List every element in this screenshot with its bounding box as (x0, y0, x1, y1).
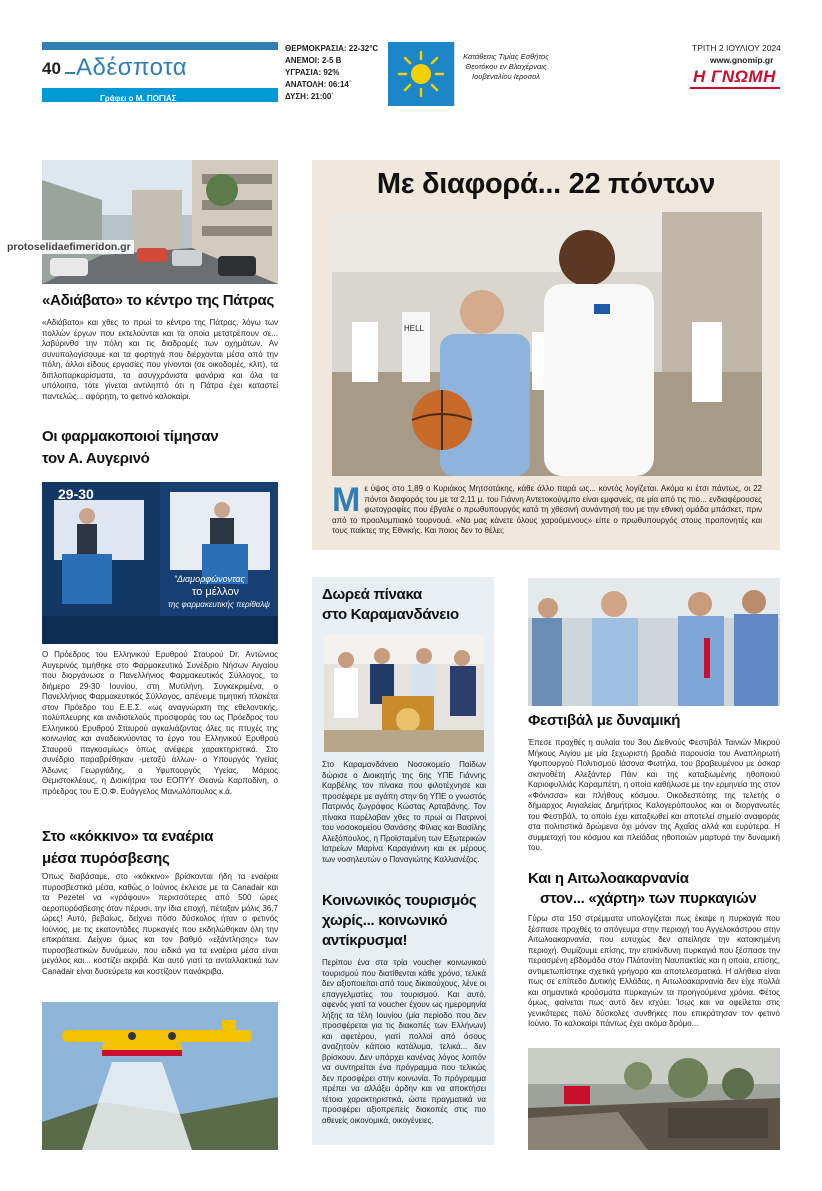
painting-donation-photo (324, 634, 484, 752)
weather-temperature: ΘΕΡΜΟΚΡΑΣΙΑ: 22-32°C (285, 44, 379, 53)
section-dash (65, 72, 75, 74)
weather-box (283, 42, 387, 106)
pharma-body: Ο Πρόεδρος του Ελληνικού Ερυθρού Σταυρού Dr. Αντώνιος Αυγερινός τιμήθηκε στο Φαρμακευτικό Συνέδριο Νήσων Αιγαίου που διοργάνωσε ο Πανελλήνιος Φαρμακευτικός Σύλλογος, το διήμερο 29-30 Ιουνίου, στη Μυτιλήνη. Συγκεκριμένα, ο Πανελλήνιος Φαρμακευτικός Σύλλογος, απένειμε τιμητική πλακέτα στον Πρόεδρο του Ε.Ε.Σ. «ως αναγνώριση της εθελοντικής, πολύπλευρης και ανιδιοτελούς προσφοράς του ως Πρόεδρος του Ελληνικού Ερυθρού Σταυρού αγκαλιάζοντας όλες τις πτυχές της κοινωνίας και αναδεικνύοντας το έργο του Ελληνικού Ερυθρού Σταυρού παγκοσμίως» όπως ανέφερε χαρακτηριστικά. Στο συνέδριο παραβρέθηκαν -μεταξύ άλλων- ο Υπουργός Υγείας Άδωνις Γεωργιάδης, ο Υφυπουργός Υγείας, Μάριος Θεμιστοκλέους, η Διοικήτρια του ΕΟΠΥΥ Θεανώ Καρποδίνη, ο πρόεδρος του Ε.Ο.Φ. Ευάγγελος Μανωλόπουλος κ.ά. (42, 650, 278, 796)
pharma-photo-caption-2: το μέλλον (192, 586, 240, 598)
patra-title: «Αδιάβατο» το κέντρο της Πάτρας (42, 292, 274, 309)
aitoloakarnania-title-line1: Και η Αιτωλοακαρνανία (528, 870, 689, 887)
main-feature-text (332, 481, 762, 537)
main-dropcap: Μ (332, 481, 361, 519)
header-right-rule (690, 87, 780, 89)
pharma-photo-date: 29-30 (58, 486, 94, 502)
patra-body: «Αδιάβατο» και χθες το πρωί το κέντρο της Πάτρας, λόγω των πολλών έργων που εκτελούνται και τα οποία μετατρέπουν σε... λαβύρινθο την πόλη και τις διαδρομές των οχημάτων. Αν συνυπολογίσουμε και τα φορτηγά που διέρχονται μέσα από την πόλη, άλλοι είδους εργασίες που γίνονται (σε οικοδομές, κλπ), τα διπλοπαρκαρίσματα, τα ασυγχρόνιστα φανάρια και όλα τα υπόλοιπα, τότε γίνεται αντιληπτό ότι η Πάτρα έχει καταστεί παντελώς... αφόρητη, το φετινό καλοκαίρι. (42, 318, 278, 401)
weather-winds: ΑΝΕΜΟΙ: 2-5 Β (285, 56, 342, 65)
pharma-title-line1: Οι φαρμακοποιοί τίμησαν (42, 428, 219, 445)
pharma-title-line2: τον Α. Αυγερινό (42, 450, 150, 467)
canadair-title-line2: μέσα πυρόσβεσης (42, 850, 170, 867)
weather-icon-panel (388, 42, 454, 106)
festival-body: Έπεσε προχθές η αυλαία του 3ου Διεθνούς Φεστιβάλ Ταινιών Μικρού Μήκους Αιγίου με μία ξεχωριστή βραδιά παρουσία του Αναπληρωτή Υφυπουργού Πολιτισμού Ιάσονα Φωτήλα, του βραβευμένου με όσκαρ σκηνοθέτη Αλεξάντερ Πάιν και της καταξιωμένης ηθοποιού Καριοφυλλιάς Καραμπέτη, η οποία καθήλωσε με την ερμηνεία της στον «Φόνισσα» και πλήθους κόσμου. Οικοδεσπότης της τελετής ο δήμαρχος Αιγιαλείας Δημήτριος Καλογερόπουλος και οι διοργανωτές του Φεστιβάλ, το οποίο έχει καταξιωθεί και αποτελεί σημείο αναφοράς στα πολιτιστικά δρώμενα όχι μόνον της Αχαΐας αλλά και ευρύτερα. Η συμμετοχή του κόσμου και πλειάδας ηθοποιών μαρτυρά την δυναμική του. (528, 738, 780, 852)
karamandaneio-title-line1: Δωρεά πίνακα (322, 586, 422, 603)
page-number: 40 (42, 59, 61, 78)
watermark: protoselidaefimeridon.gr (4, 240, 134, 254)
sun-icon (388, 42, 454, 106)
website-link[interactable]: www.gnomip.gr (710, 55, 774, 65)
main-feature-body: ε ύψος στο 1,89 ο Κυριάκος Μητσοτάκης, κάθε άλλο παρά ως... κοντός λογίζεται. Ακόμα κι έτσι πάντως, οι 22 πόντοι διαφοράς του με τα 2,11 μ. του Γιάννη Αντετοκούνμπο είναι εμφανείς, σε μία από τις πιο... ενδιαφέρουσες φωτογραφίες που έβγαλε ο πρωθυπουργός κατά τη χθεσινή συνάντησή του με την εθνική ομάδα μπάσκετ, πριν από το προολυμπιακό τουρνουά. «Να μας κάνετε όλους χαρούμενους» είπε ο πρωθυπουργός στους προπονητές και τους παίκτες της Εθνικής. Και ποιος δεν το θέλει; (332, 484, 762, 535)
aitoloakarnania-body: Γύρω στα 150 στρέμματα υπολογίζεται πως έκαψε η πυρκαγιά που ξέσπασε προχθές το απόγευμα στην περιοχή του Αγγελοκάστρου στην Αιτωλοακαρνανία, που ευτυχώς δεν απείλησε την κατοικημένη περιοχή. Θυμίζουμε επίσης, την επικίνδυνη πυρκαγιά που ξέσπασε την περασμένη εβδομάδα στον Πλάτανίτη Ναυπακτίας και η οποία, επίσης, αντιμετωπίστηκε σχετικά γρήγορα και αποτελεσματικά. Η αλήθεια είναι πως σε επίπεδο Δυτικής Ελλάδας, η Αιτωλοακαρνανία δεν είχε πολλά και σημαντικά κρούσματα πυρκαγιών τα προηγούμενα χρόνια. Φέτος όμως, φαίνεται πως αυτό δεν ισχύει. Ίσως και να οφείλεται στις γενικότερες πολύ δύσκολες συνθήκες που επικράτησαν τον φετινό Ιούνιο. Το καλοκαίρι πάντως έχει ακόμα δρόμο... (528, 914, 780, 1028)
wildfire-photo (528, 1048, 780, 1150)
pm-antetokounmpo-photo (332, 212, 762, 476)
weather-sunset: ΔΥΣΗ: 21:00΄ (285, 92, 334, 101)
karamandaneio-body: Στο Καραμανδάνειο Νοσοκομείο Παίδων δώρισε ο Διοικητής της 6ης ΥΠΕ Γιάννης Καρβέλης τον πίνακα που φιλοτέχνησε και προσέφερε με αγάπη στην 6η ΥΠΕ ο γνωστός Πατρινός ζωγράφος Κώστας Αρταβάνης. Τον πίνακα παρέλαβαν χθες το πρωί οι Πατρινοί του νοσοκομείου Θανάσης Φίλιας και Βασίλης Αλεξόπουλος, η Προϊσταμένη των Εξωτερικών Ιατρείων Μαρίνα Καραγιάννη και εκ μέρους των νοσηλευτών ο Παναγιώτης Καλλιανέζος. (322, 760, 486, 864)
byline: Γράφει ο Μ. ΠΟΓΙΑΣ (100, 94, 177, 103)
tourism-title-line1: Κοινωνικός τουρισμός (322, 892, 477, 909)
patra-street-photo (42, 160, 278, 284)
weather-humidity: ΥΓΡΑΣΙΑ: 92% (285, 68, 340, 77)
issue-date: ΤΡΙΤΗ 2 ΙΟΥΛΙΟΥ 2024 (692, 43, 781, 53)
festival-photo (528, 578, 780, 706)
aitoloakarnania-title-line2: στον... «χάρτη» των πυρκαγιών (540, 890, 757, 907)
festival-title: Φεστιβάλ με δυναμική (528, 712, 681, 729)
main-feature-title: Με διαφορά... 22 πόντων (376, 168, 716, 200)
section-title: Αδέσποτα (76, 54, 188, 81)
canadair-title-line1: Στο «κόκκινο» τα εναέρια (42, 828, 214, 845)
jersey-text: HELL (404, 324, 425, 333)
canadair-body: Όπως διαβάσαμε, στο «κόκκινο» βρίσκονται ήδη τα εναέρια πυροσβεστικά μέσα, καθώς ο Ιούνιος έκλεισε με τα Canadair και τα Pezetel να «γράφουν» περισσότερες από 500 ώρες αεροπυρόσβεσης όταν πέρυσι, την ίδια εποχή, πέταξαν μόλις 36,7 ώρες! Αυτό, βεβαίως, δείχνει πόσο δύσκολος ήταν ο φετινός Ιούνιος, με τις εκατοντάδες πυρκαγιές που εκδηλώθηκαν όλη την επικράτεια. Δείχνει όμως και τον βαθμό «εξάντλησης» των πυροσβεστικών δυνάμεων, που ειδικά για τα εναέρια μέσα είναι μεγάλος και... κοστίζει ακριβά. Και αυτό γιατί τα ανταλλακτικά των Canadair είναι δυσεύρετα και κοστίζουν πανάκριβα. (42, 872, 278, 976)
weather-sunrise: ΑΝΑΤΟΛΗ: 06:14΄ (285, 80, 352, 89)
tourism-body: Περίπου ένα στα τρία voucher κοινωνικού τουρισμού που διατίθενται κάθε χρόνο, τελικά δεν αξιοποιείται από τους δικαιούχους, λένε οι επαγγελματίες του τουρισμού. Και αυτό, αφενός γιατί τα voucher έχουν ως ημερομηνία λήξης τα τέλη Ιουνίου (μία περίοδο που δεν προσφέρεται για τις διακοπές των Ελλήνων) και αφετέρου, γιατί πολλοί από όσους αναζητούν κάποιο κατάλυμα, τελικά... δεν βρίσκουν. Δεν υπάρχει κανένας λόγος λοιπόν να συντηρείται ένα πρόγραμμα που τελικώς δεν προσφέρει στην κοινωνία. Το πρόγραμμα πρέπει να αλλάξει άρδην και να αποκτήσει τέτοια χαρακτηριστικά, ώστε πραγματικά να προσφέρει αξιοπρεπείς διακοπές στις πιο αθενείς οικονομικά, οικογένειες. (322, 958, 486, 1125)
karamandaneio-title-line2: στο Καραμανδάνειο (322, 606, 459, 623)
saints-of-day: Κατάθεσις Τιμίας Εσθήτος Θεοτόκου εν Βλαχέρναις Ιουβεναλίου Ιεροσολ (463, 52, 549, 81)
canadair-photo (42, 1002, 278, 1150)
newspaper-logo: Η ΓΝΩΜΗ (693, 67, 776, 86)
header-top-bar (42, 42, 278, 50)
pharma-photo-caption-3: της φαρμακευτικής περίθαλψ (168, 600, 270, 609)
pharma-photo-caption-1: “Διαμορφώνοντας (174, 574, 245, 584)
pharma-conference-photo (42, 482, 278, 644)
tourism-title-line2: χωρίς... κοινωνικό (322, 912, 448, 929)
tourism-title-line3: αντίκρυσμα! (322, 932, 408, 949)
